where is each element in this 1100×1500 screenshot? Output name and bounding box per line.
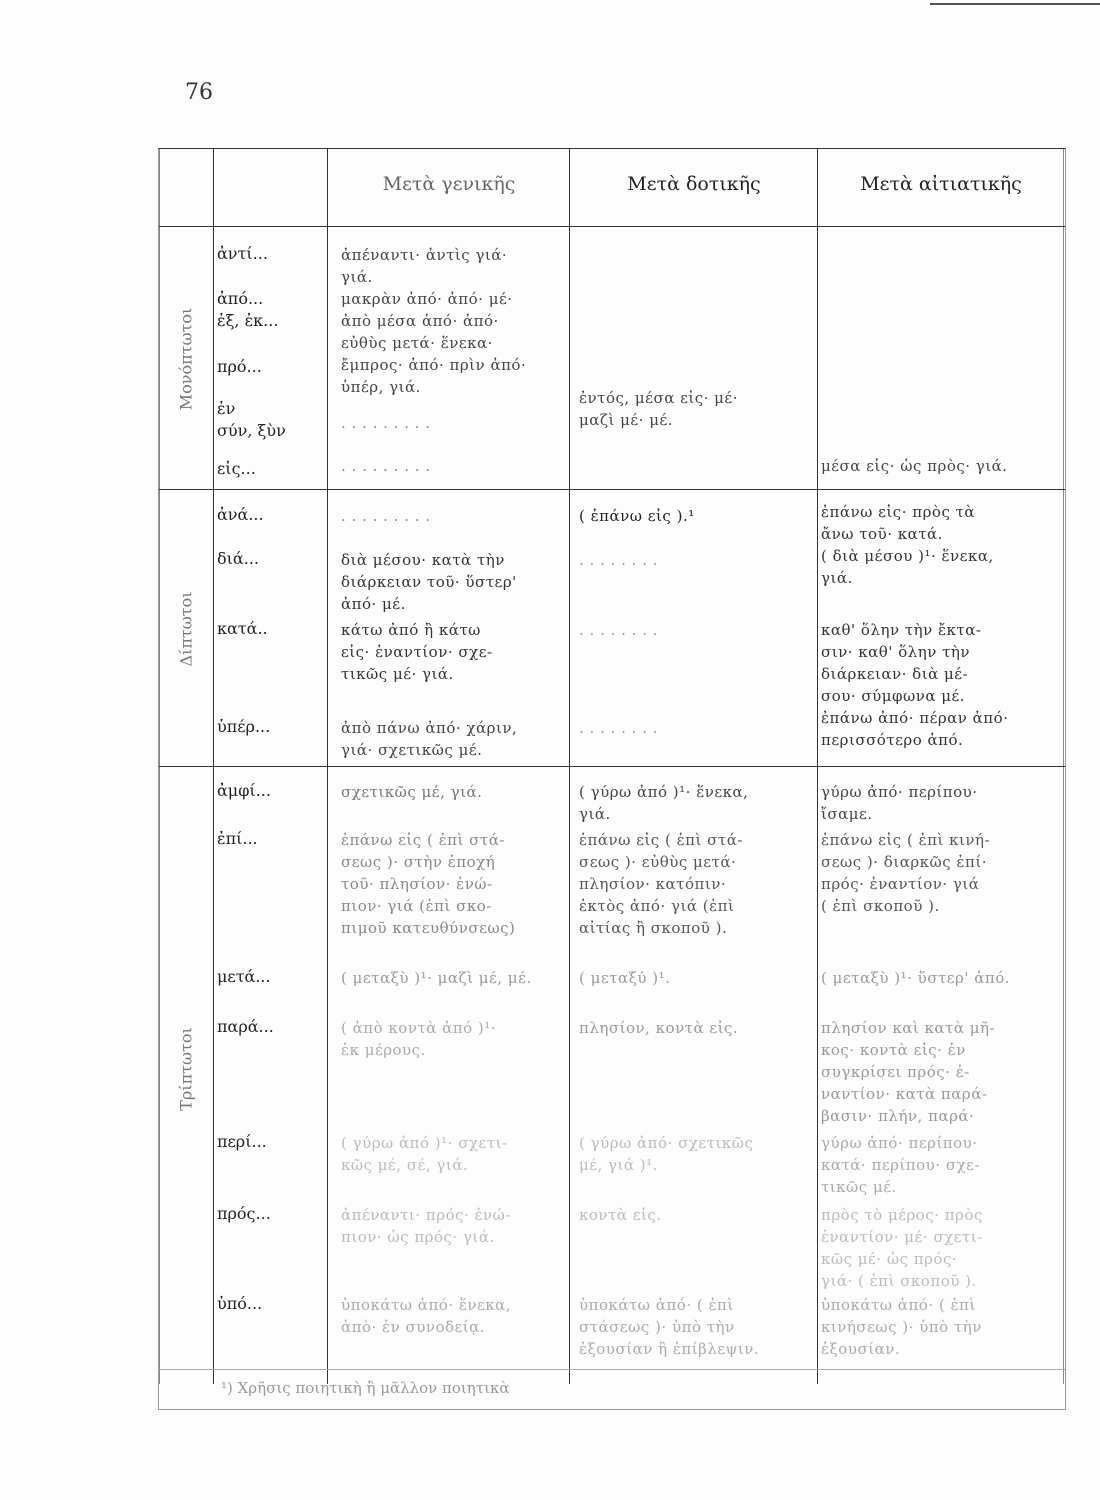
cell-line: μέσα εἰς· ὡς πρὸς· γιά. — [821, 457, 1008, 475]
prep-amfi: ἀμφί... — [217, 781, 271, 800]
cell-dia-dative: . . . . . . . . — [579, 551, 659, 569]
cell-line: ἀπὸ μέσα ἀπό· ἀπό· — [341, 312, 499, 330]
cell-line: ὑποκάτω ἀπό· ( ἐπὶ — [821, 1296, 976, 1314]
cell-line: ἐξουσίαν ἢ ἐπίβλεψιν. — [579, 1340, 760, 1358]
cell-line: ( μεταξύ )¹. — [579, 969, 671, 987]
cell-line: ἀπὸ πάνω ἀπό· χάριν, — [341, 719, 518, 737]
cell-line: ἐκ μέρους. — [341, 1041, 426, 1059]
cell-line: ὑποκάτω ἀπό· ἕνεκα, — [341, 1296, 512, 1314]
cell-line: κος· κοντὰ εἰς· ἐν — [821, 1041, 966, 1059]
cell-line: διάρκειαν τοῦ· ὕστερ' — [341, 573, 517, 591]
cell-para-dative — [579, 1017, 821, 1039]
cell-line: ἀπέναντι· πρός· ἐνώ- — [341, 1206, 511, 1224]
prep-syn: σύν, ξὺν — [217, 421, 286, 440]
footnote: ¹) Χρῆσις ποιητικὴ ἢ μᾶλλον ποιητικὰ — [221, 1379, 510, 1397]
cell-kata-genitive — [341, 619, 573, 685]
prep-eis: εἰς... — [217, 459, 256, 478]
cell-line: ἐπάνω εἰς ( ἐπὶ κινή- — [821, 831, 991, 849]
cell-para-genitive — [341, 1017, 573, 1061]
cell-mono-dative — [579, 387, 821, 431]
rule-di-end — [159, 766, 1065, 767]
cell-meta-accusative — [821, 967, 1061, 989]
cell-line: ( ἐπάνω εἰς ).¹ — [579, 507, 695, 525]
header-dative: Μετὰ δοτικῆς — [627, 173, 761, 195]
cell-line: πιμοῦ κατευθύνσεως) — [341, 919, 516, 937]
cell-epi-dative — [579, 829, 821, 939]
page-number: 76 — [185, 80, 213, 105]
cell-line: ἀπὸ· ἐν συνοδείᾳ. — [341, 1318, 486, 1336]
cell-peri-dative — [579, 1132, 821, 1176]
prep-hypo: ὑπό... — [217, 1294, 263, 1313]
top-rule — [930, 3, 1100, 5]
prep-ex: ἐξ, ἐκ... — [217, 311, 279, 330]
cell-line: σου· σύμφωνα μέ. — [821, 687, 966, 705]
cell-line: εὐθὺς μετά· ἕνεκα· — [341, 334, 493, 352]
cell-line: μέ, γιά )¹. — [579, 1156, 658, 1174]
cell-line: περισσότερο ἀπό. — [821, 731, 964, 749]
prep-hyper: ὑπέρ... — [217, 717, 271, 736]
cell-kata-accusative — [821, 619, 1061, 751]
cell-line: πλησίον καὶ κατὰ μῆ- — [821, 1019, 996, 1037]
prep-en: ἐν — [217, 399, 236, 418]
cell-line: ἐπάνω εἰς· πρὸς τὰ — [821, 503, 976, 521]
header-accusative: Μετὰ αἰτιατικῆς — [860, 173, 1022, 195]
cell-line: μαζὶ μέ· μέ. — [579, 411, 674, 429]
cell-line: ἐπάνω εἰς ( ἐπὶ στά- — [579, 831, 743, 849]
cell-line: ἴσαμε. — [821, 805, 873, 823]
prep-epi: ἐπί... — [217, 829, 258, 848]
prepositions-table — [158, 148, 1066, 1410]
cell-line: στάσεως )· ὑπὸ τὴν — [579, 1318, 735, 1336]
group-monoptotoi: Μονόπτωτοι — [176, 307, 196, 411]
group-diptotoi: Δίπτωτοι — [176, 591, 196, 667]
cell-line: ( διὰ μέσου )¹· ἕνεκα, — [821, 547, 994, 565]
cell-amfi-dative — [579, 781, 821, 825]
cell-line: ἐντός, μέσα εἰς· μέ· — [579, 389, 738, 407]
cell-line: τοῦ· πλησίον· ἐνώ- — [341, 875, 493, 893]
cell-line: ( μεταξὺ )¹· μαζὶ μέ, μέ. — [341, 969, 532, 987]
cell-line: ἐπάνω ἀπό· πέραν ἀπό· — [821, 709, 1009, 727]
cell-line: συγκρίσει πρός· ἐ- — [821, 1063, 970, 1081]
cell-line: ἔμπρος· ἀπό· πρὶν ἀπό· — [341, 356, 527, 374]
prep-anti: ἀντί... — [217, 244, 268, 263]
cell-line: κάτω ἀπό ἢ κάτω — [341, 621, 481, 639]
prep-ana: ἀνά... — [217, 505, 264, 524]
prep-peri: περί... — [217, 1132, 267, 1151]
cell-line: πλησίον· κατόπιν· — [579, 875, 727, 893]
cell-line: πλησίον, κοντὰ εἰς. — [579, 1019, 739, 1037]
cell-line: ναντίον· κατὰ παρά- — [821, 1085, 988, 1103]
cell-hyper-genitive — [341, 717, 573, 761]
cell-para-accusative — [821, 1017, 1061, 1127]
prep-dia: διά... — [217, 549, 259, 568]
cell-line: πιον· ὡς πρός· γιά. — [341, 1228, 495, 1246]
prep-meta: μετά... — [217, 967, 271, 986]
cell-line: ἐπάνω εἰς ( ἐπὶ στά- — [341, 831, 505, 849]
cell-line: ( γύρω ἀπό )¹· σχετι- — [341, 1134, 508, 1152]
cell-ana-dative — [579, 505, 821, 527]
cell-mono-accusative — [821, 455, 1061, 477]
cell-line: ὑποκάτω ἀπό· ( ἐπὶ — [579, 1296, 734, 1314]
cell-peri-accusative — [821, 1132, 1061, 1198]
cell-kata-dative: . . . . . . . . — [579, 621, 659, 639]
cell-line: ἀπό· μέ. — [341, 595, 406, 613]
cell-line: σεως )· εὐθὺς μετά· — [579, 853, 737, 871]
cell-pros-dative — [579, 1204, 821, 1226]
cell-line: σεως )· διαρκῶς ἐπί· — [821, 853, 987, 871]
cell-hyper-dative: . . . . . . . . — [579, 719, 659, 737]
cell-line: πρὸς τὸ μέρος· πρὸς — [821, 1206, 983, 1224]
cell-epi-accusative — [821, 829, 1061, 917]
rule-mono-end — [159, 489, 1065, 490]
cell-line: πιον· γιά (ἐπὶ σκο- — [341, 897, 492, 915]
cell-line: ( γύρω ἀπό )¹· ἕνεκα, — [579, 783, 749, 801]
cell-line: τικῶς μέ. — [821, 1178, 897, 1196]
prep-pros: πρός... — [217, 1204, 271, 1223]
cell-line: σχετικῶς μέ, γιά. — [341, 783, 483, 801]
cell-line: εἰς· ἐναντίον· σχε- — [341, 643, 493, 661]
cell-line: γιά· σχετικῶς μέ. — [341, 741, 483, 759]
cell-ana-genitive: . . . . . . . . . — [341, 507, 431, 525]
cell-line: διὰ μέσου· κατὰ τὴν — [341, 551, 505, 569]
cell-hypo-dative — [579, 1294, 821, 1360]
cell-hypo-genitive — [341, 1294, 573, 1338]
cell-line: ( ἀπὸ κοντὰ ἀπό )¹· — [341, 1019, 497, 1037]
cell-line: σεως )· στὴν ἐποχή — [341, 853, 496, 871]
cell-ana-accusative — [821, 501, 1061, 589]
cell-line: κῶς μέ· ὡς πρός· — [821, 1250, 958, 1268]
cell-dia-genitive — [341, 549, 573, 615]
rule-footnote — [159, 1369, 1065, 1370]
cell-line: γιά· ( ἐπὶ σκοποῦ ). — [821, 1272, 977, 1290]
cell-line: αἰτίας ἢ σκοποῦ ). — [579, 919, 728, 937]
cell-epi-genitive — [341, 829, 573, 939]
cell-pros-accusative — [821, 1204, 1061, 1292]
cell-line: ( μεταξὺ )¹· ὕστερ' ἀπό. — [821, 969, 1011, 987]
cell-meta-dative — [579, 967, 821, 989]
cell-line: ἐναντίον· μέ· σχετι- — [821, 1228, 983, 1246]
cell-hypo-accusative — [821, 1294, 1061, 1360]
group-triptotoi: Τρίπτωτοι — [176, 1027, 196, 1111]
cell-line: καθ' ὅλην τὴν ἔκτα- — [821, 621, 982, 639]
cell-line: κινήσεως )· ὑπὸ τὴν — [821, 1318, 982, 1336]
cell-mono-genitive-dots: . . . . . . . . . — [341, 414, 431, 432]
cell-amfi-accusative — [821, 781, 1061, 825]
cell-line: ἄνω τοῦ· κατά. — [821, 525, 943, 543]
prep-pro: πρό... — [217, 357, 262, 376]
cell-mono-genitive — [341, 244, 573, 398]
cell-line: ( ἐπὶ σκοποῦ ). — [821, 897, 940, 915]
cell-line: πρός· ἐναντίον· γιά — [821, 875, 980, 893]
cell-line: γύρω ἀπό· περίπου· — [821, 783, 978, 801]
rule-header — [159, 226, 1065, 227]
cell-line: κῶς μέ, σέ, γιά. — [341, 1156, 469, 1174]
cell-peri-genitive — [341, 1132, 573, 1176]
cell-meta-genitive — [341, 967, 573, 989]
cell-line: ( γύρω ἀπό· σχετικῶς — [579, 1134, 754, 1152]
cell-line: γιά. — [579, 805, 611, 823]
cell-line: ἀπέναντι· ἀντὶς γιά· — [341, 246, 508, 264]
prep-apo: ἀπό... — [217, 289, 264, 308]
cell-line: γιά. — [821, 569, 853, 587]
cell-line: διάρκειαν· διὰ μέ- — [821, 665, 969, 683]
cell-line: γύρω ἀπό· περίπου· — [821, 1134, 978, 1152]
cell-line: τικῶς μέ· γιά. — [341, 665, 454, 683]
prep-para: παρά... — [217, 1017, 274, 1036]
cell-line: ἐκτὸς ἀπό· γιά (ἐπὶ — [579, 897, 735, 915]
cell-line: ἐξουσίαν. — [821, 1340, 901, 1358]
prep-kata: κατά.. — [217, 619, 268, 638]
cell-line: βασιν· πλήν, παρά· — [821, 1107, 975, 1125]
header-genitive: Μετὰ γενικῆς — [382, 173, 516, 195]
cell-line: κατά· περίπου· σχε- — [821, 1156, 981, 1174]
cell-line: γιά. — [341, 268, 373, 286]
cell-line: σιν· καθ' ὅλην τὴν — [821, 643, 971, 661]
cell-line: κοντὰ εἰς. — [579, 1206, 662, 1224]
cell-line: ὑπέρ, γιά. — [341, 378, 421, 396]
cell-pros-genitive — [341, 1204, 573, 1248]
cell-amfi-genitive — [341, 781, 573, 803]
cell-line: μακρὰν ἀπό· ἀπό· μέ· — [341, 290, 513, 308]
cell-eis-genitive-dots: . . . . . . . . . — [341, 457, 431, 475]
